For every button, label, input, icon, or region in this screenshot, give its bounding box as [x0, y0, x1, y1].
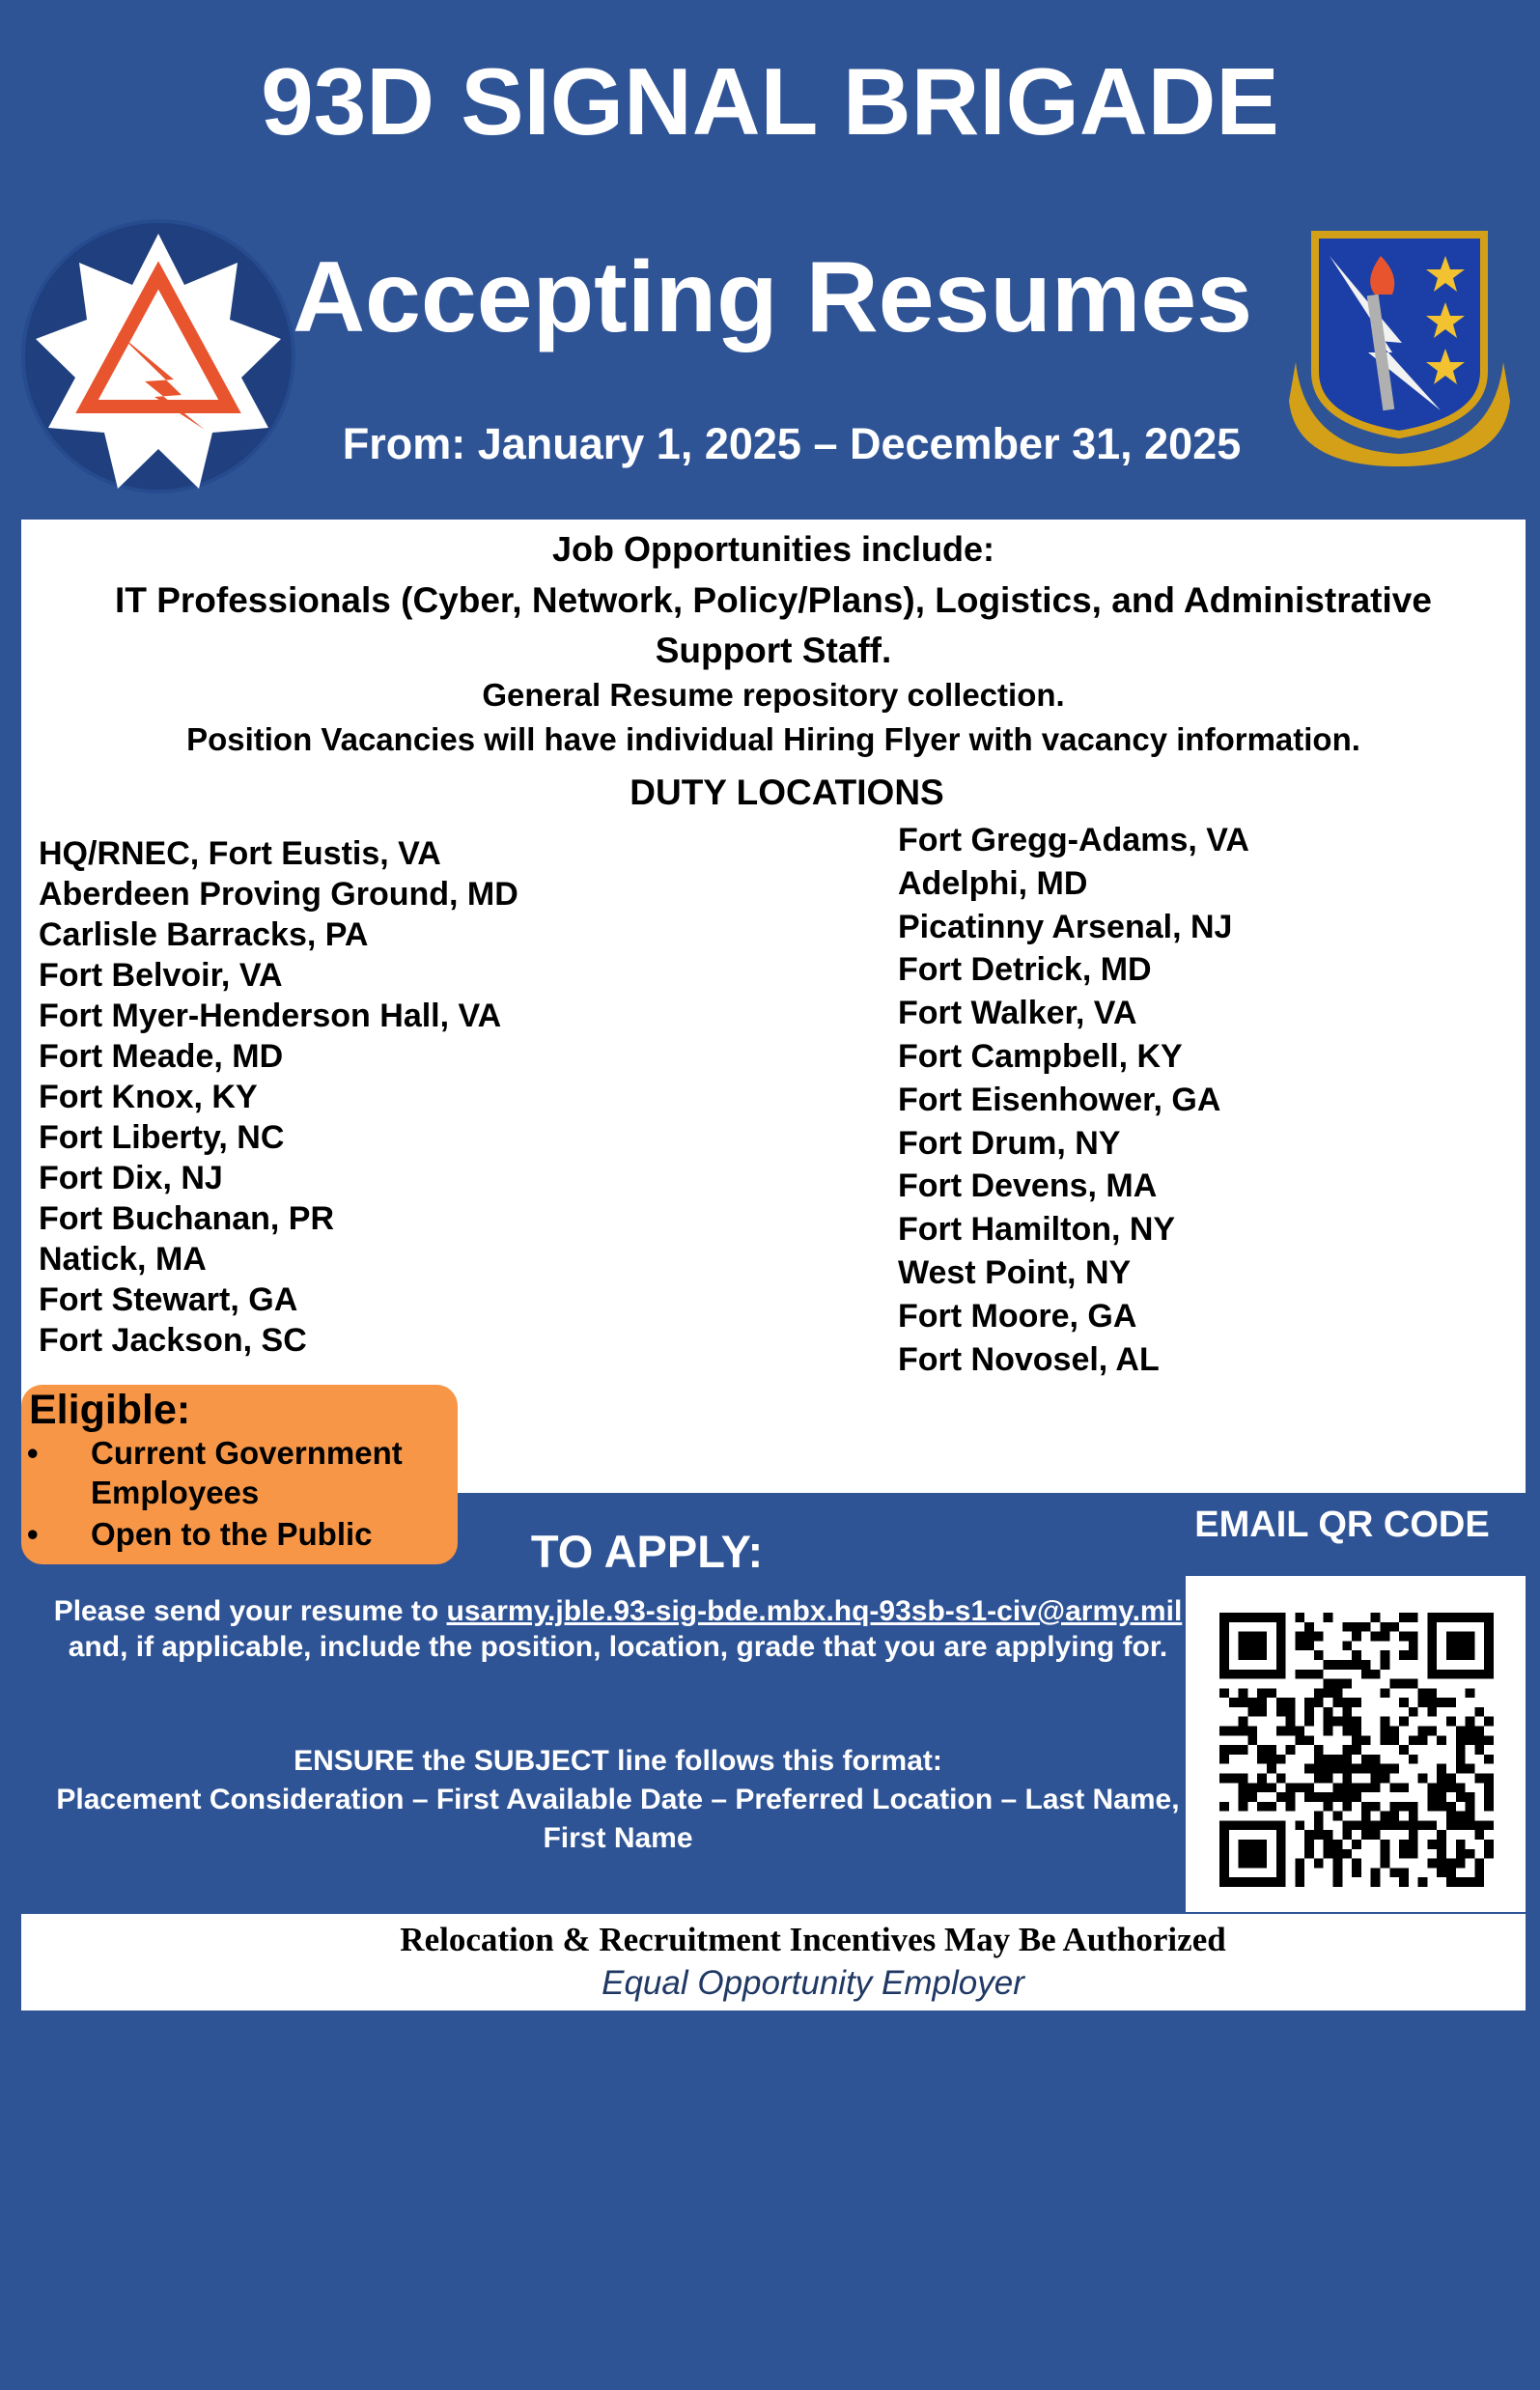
eligibility-text: Current Government Employees [91, 1435, 403, 1510]
subject-intro: ENSURE the SUBJECT line follows this format: [294, 1745, 942, 1777]
location-item: Picatinny Arsenal, NJ [898, 908, 1233, 945]
location-item: Fort Walker, VA [898, 995, 1137, 1032]
eligibility-list [21, 1433, 419, 1554]
qr-code-icon[interactable] [1219, 1613, 1494, 1887]
subject-format: Placement Consideration – First Available Date – Preferred Location – Last Name, First Name [56, 1784, 1180, 1854]
location-item: Fort Detrick, MD [898, 951, 1152, 989]
equal-opportunity-note: Equal Opportunity Employer [602, 1964, 1024, 2002]
location-item: Fort Buchanan, PR [39, 1200, 335, 1237]
location-item: Fort Novosel, AL [898, 1340, 1160, 1378]
bullet-icon: • [27, 1516, 39, 1552]
apply-prefix: Please send your resume to [53, 1595, 447, 1627]
location-item: Natick, MA [39, 1241, 207, 1278]
location-item: Fort Moore, GA [898, 1297, 1137, 1335]
incentives-note: Relocation & Recruitment Incentives May Be Authorized [400, 1921, 1226, 1958]
location-item: Fort Hamilton, NY [898, 1211, 1176, 1249]
location-item: Fort Eisenhower, GA [898, 1081, 1221, 1118]
job-opportunities-heading: Job Opportunities include: [552, 529, 994, 569]
eligible-heading: Eligible: [29, 1387, 191, 1433]
qr-code-panel [1186, 1576, 1526, 1912]
vacancies-note: Position Vacancies will have individual Hiring Flyer with vacancy information. [186, 721, 1360, 757]
crest-shield-shape [1315, 235, 1484, 435]
location-item: Fort Myer-Henderson Hall, VA [39, 998, 502, 1034]
subject-line-instructions [39, 1742, 1197, 1858]
location-item: Fort Dix, NJ [39, 1160, 223, 1196]
location-item: Fort Jackson, SC [39, 1322, 307, 1359]
email-qr-label: EMAIL QR CODE [1194, 1504, 1490, 1545]
flyer-title: 93D SIGNAL BRIGADE [261, 48, 1279, 155]
location-item: Fort Devens, MA [898, 1167, 1158, 1205]
date-range: From: January 1, 2025 – December 31, 2025 [342, 419, 1242, 468]
location-item: Fort Campbell, KY [898, 1037, 1183, 1075]
duty-locations-right [898, 819, 1249, 1381]
eligibility-item [21, 1433, 419, 1512]
general-repository-note: General Resume repository collection. [482, 677, 1065, 713]
unit-crest-torch-icon [1286, 227, 1513, 468]
job-info-panel [21, 520, 1526, 1493]
apply-suffix: and, if applicable, include the position, location, grade that you are applying for. [68, 1631, 1168, 1663]
application-email-link[interactable]: usarmy.jble.93-sig-bde.mbx.hq-93sb-s1-civ@army.mil [446, 1595, 1183, 1627]
location-item: Fort Drum, NY [898, 1124, 1121, 1162]
location-item: Aberdeen Proving Ground, MD [39, 876, 518, 913]
location-item: HQ/RNEC, Fort Eustis, VA [39, 835, 441, 872]
location-item: Fort Gregg-Adams, VA [898, 822, 1249, 858]
accepting-resumes-heading: Accepting Resumes [292, 241, 1253, 353]
eligibility-text: Open to the Public [91, 1516, 373, 1552]
footer-panel [21, 1914, 1526, 2010]
to-apply-heading: TO APPLY: [530, 1526, 764, 1577]
location-item: Carlisle Barracks, PA [39, 916, 369, 953]
location-item: Fort Meade, MD [39, 1038, 284, 1075]
location-item: West Point, NY [898, 1253, 1132, 1291]
eligibility-box [21, 1385, 458, 1564]
location-item: Fort Belvoir, VA [39, 957, 283, 994]
location-item: Fort Knox, KY [39, 1079, 258, 1115]
eligibility-item [21, 1514, 419, 1554]
location-item: Fort Stewart, GA [39, 1281, 298, 1318]
duty-locations-left [39, 833, 518, 1361]
bullet-icon: • [27, 1435, 39, 1471]
location-item: Adelphi, MD [898, 864, 1088, 902]
location-item: Fort Liberty, NC [39, 1119, 285, 1156]
job-categories: IT Professionals (Cyber, Network, Policy/Plans), Logistics, and Administrative Support Staff. [115, 580, 1432, 670]
duty-locations-heading: DUTY LOCATIONS [630, 773, 944, 812]
apply-instructions [39, 1593, 1197, 1665]
signal-star-insignia-icon [19, 217, 297, 495]
